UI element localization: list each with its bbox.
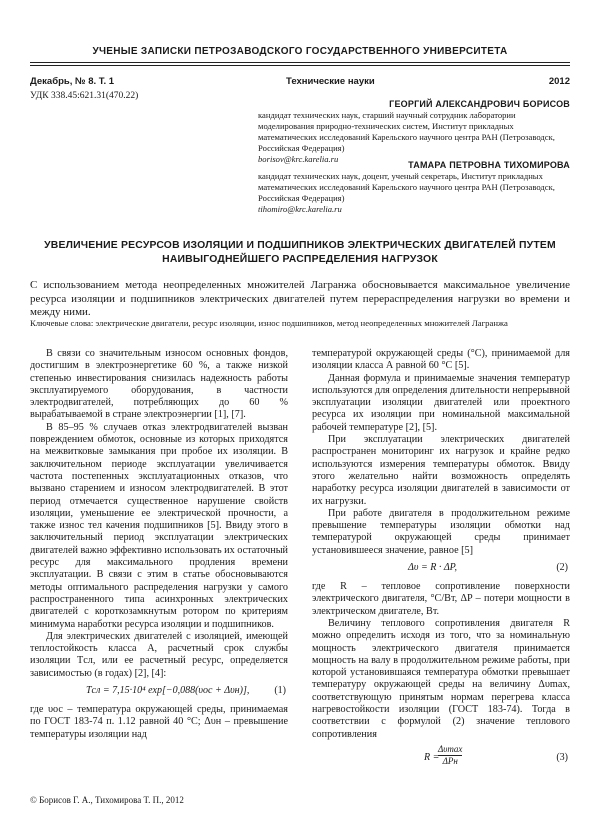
- right-column: [312, 348, 570, 775]
- keywords: Ключевые слова: электрические двигатели, ресурс изоляции, износ подшипников, метод неопределенных множителей Лагранжа: [30, 318, 508, 328]
- author-block: [230, 99, 570, 165]
- paragraph: где R – тепловое сопротивление поверхности электрического двигателя, °С/Вт, ΔP – потери мощности в электрическом двигателе, Вт.: [312, 581, 570, 617]
- paragraph: Величину теплового сопротивления двигателя R можно определить исходя из того, что за номинальную мощность электрического двигателя принимается мощность на валу в продолжительном режиме работы, при которой установившаяся температура обмотки превышает температуру окружающей среды на величину Δυmax, соответствующую принятым нормам перегрева класса нагревостойкости изоляции (ГОСТ 183-74). Тогда в соответствии с формулой (2) значение теплового сопротивления: [312, 617, 570, 740]
- paragraph: Для электрических двигателей с изоляцией, имеющей теплостойкость класса А, расчетный срок службы изоляции Tсл, или ее расчетный ресурс, определяется зависимостью (в годах) [2], [4]:: [30, 630, 288, 679]
- author-block: [230, 160, 570, 215]
- formula-expression: Δυ = R · ΔP,: [408, 562, 458, 574]
- fraction-numerator: Δυmax: [438, 743, 463, 754]
- formula-3: [312, 744, 570, 772]
- issue-info: Декабрь, № 8. Т. 1: [30, 76, 115, 87]
- abstract: С использованием метода неопределенных множителей Лагранжа обосновывается максимальное увеличение ресурса изоляции и подшипников электрических двигателей путем перераспределения нагрузки во времени и между ними.: [30, 279, 570, 318]
- header-rule-thin: [30, 65, 570, 66]
- paragraph: В 85–95 % случаев отказ электродвигателей вызван повреждением обмоток, основные из которых приходятся на межвитковые замыкания при пробое их изоляции. В заключительном периоде эксплуатации увеличивается частота постепенных эксплуатационных отказов, что вызвано старением и износом электродвигателей. В этот период отмечается существенное нарушение свойств изоляции, уменьшение ее электрической прочности, а также износ тел качения подшипников [5]. Ввиду этого в заключительный период эксплуатации электрических двигателей важно эффективно использовать их остаточный ресурс для максимального продления времени эксплуатации. В связи с этим в статье обосновываются методы оптимального распределения нагрузки у самого распространенного типа асинхронных электрических двигателей с короткозамкнутым ротором по критериям минимума наработки ресурса изоляции и подшипников.: [30, 421, 288, 630]
- formula-lhs: R =: [424, 751, 440, 763]
- paragraph: температурой окружающей среды (°С), принимаемой для изоляции класса А равной 60 °С [5].: [312, 348, 570, 372]
- formula-number: (1): [274, 685, 286, 697]
- author-email[interactable]: borisov@krc.karelia.ru: [258, 154, 339, 164]
- author-name: ГЕОРГИЙ АЛЕКСАНДРОВИЧ БОРИСОВ: [389, 99, 570, 109]
- formula-number: (3): [556, 751, 568, 763]
- paragraph: В связи со значительным износом основных фондов, достигшим в электроэнергетике 60 %, а также низкой степенью инвестирования снизилась надежность работы эксплуатируемого оборудования, в частности электродвигателей, потребляющих до 60 % вырабатываемой в стране электроэнергии [1], [7].: [30, 348, 288, 421]
- formula-number: (2): [556, 562, 568, 574]
- left-column: [30, 348, 288, 741]
- formula-1: [30, 683, 288, 701]
- author-affiliation: кандидат технических наук, доцент, ученый секретарь, Институт прикладных математических исследований Карельского научного центра РАН (Петрозаводск, Российская Федерация): [258, 171, 555, 203]
- paragraph: При эксплуатации электрических двигателей распространен мониторинг их нагрузок и крайне редко используются измерения температуры обмоток. Ввиду этого желательно найти возможность определять наработку ресурса изоляции двигателей в зависимости от их нагрузки.: [312, 434, 570, 507]
- copyright: © Борисов Г. А., Тихомирова Т. П., 2012: [30, 795, 184, 805]
- issue-line: [30, 76, 570, 90]
- issue-year: 2012: [548, 76, 570, 87]
- formula-fraction: [438, 744, 462, 767]
- fraction-denominator: ΔPн: [438, 755, 462, 767]
- formula-expression: Tсл = 7,15·10⁴ exp[−0,088(υос + Δυн)],: [86, 685, 250, 697]
- section-name: Технические науки: [286, 76, 375, 87]
- article-title: УВЕЛИЧЕНИЕ РЕСУРСОВ ИЗОЛЯЦИИ И ПОДШИПНИКОВ ЭЛЕКТРИЧЕСКИХ ДВИГАТЕЛЕЙ ПУТЕМ НАИВЫГОДНЕЙШЕГО РАСПРЕДЕЛЕНИЯ НАГРУЗОК: [44, 240, 556, 265]
- paragraph: При работе двигателя в продолжительном режиме превышение температуры изоляции обмотки над температурой окружающей среды принимает установившееся значение, равное [5]: [312, 507, 570, 556]
- author-email[interactable]: tihomiro@krc.karelia.ru: [258, 204, 342, 214]
- paragraph: Данная формула и принимаемые значения температур используются для определения длительности непрерывной эксплуатации изоляции двигателей или проектного ресурса их изоляции при номинальной максимальной рабочей температуре [2], [5].: [312, 372, 570, 433]
- formula-2: [312, 560, 570, 578]
- udc-code: УДК 338.45:621.31(470.22): [30, 91, 139, 101]
- journal-title: УЧЕНЫЕ ЗАПИСКИ ПЕТРОЗАВОДСКОГО ГОСУДАРСТВЕННОГО УНИВЕРСИТЕТА: [92, 46, 508, 57]
- header-rule: [30, 62, 570, 63]
- author-name: ТАМАРА ПЕТРОВНА ТИХОМИРОВА: [408, 160, 570, 170]
- paragraph: где υос – температура окружающей среды, принимаемая по ГОСТ 183-74 п. 1.12 равной 40 °С; Δυн – превышение температуры изоляции над: [30, 704, 288, 740]
- author-affiliation: кандидат технических наук, старший научный сотрудник лаборатории моделирования природно-технических систем, Институт прикладных математических исследований Карельского научного центра РАН (Петрозаводск, Российская Федерация): [258, 110, 555, 153]
